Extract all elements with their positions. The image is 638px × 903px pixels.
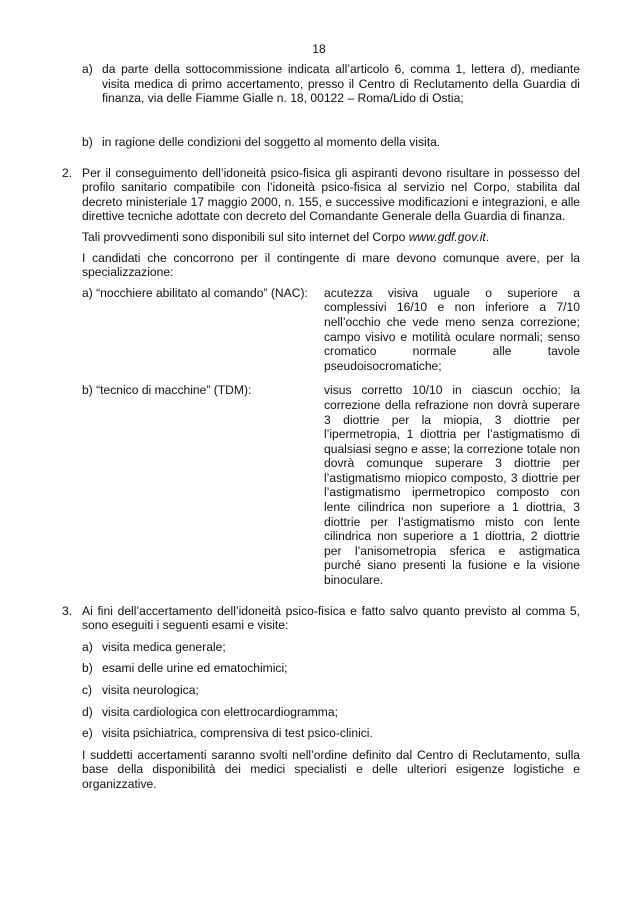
item-label: b) — [82, 135, 93, 149]
spec-requirements: acutezza visiva uguale o superiore a complessivi 16/10 e non inferiore a 7/10 nell’occhio che vede meno senza correzione; campo visivo e motilità oculare normali; senso cromatico normale alle tavole pseudoisocromatiche; — [324, 285, 580, 373]
website-link[interactable]: www.gdf.gov.it — [408, 229, 486, 244]
exam-item-d — [82, 705, 580, 720]
document-body — [62, 62, 580, 792]
section-text: Per il conseguimento dell’idoneità psico-fisica gli aspiranti devono risultare in possesso del profilo sanitario compatibile con l’idoneità psico-fisica al servizio nel Corpo, stabilita dal decreto ministeriale 17 maggio 2000, n. 155, e successive modificazioni e integrazioni, e alle direttive tecniche adottate con decreto del Comandante Generale della Guardia di finanza. — [82, 165, 580, 224]
website-paragraph: Tali provvedimenti sono disponibili sul sito internet del Corpo www.gdf.gov.it. — [82, 229, 490, 244]
exam-text: visita cardiologica con elettrocardiogramma; — [102, 704, 338, 719]
exam-label: c) — [82, 683, 93, 697]
item-label: a) — [82, 62, 93, 76]
exam-text: visita medica generale; — [102, 639, 226, 654]
item-text: in ragione delle condizioni del soggetto al momento della visita. — [102, 135, 441, 149]
item-text: da parte della sottocommissione indicata all’articolo 6, comma 1, lettera d), mediante visita medica di primo accertamento, presso il Centro di Reclutamento della Guardia di finanza, via delle Fiamme Gialle n. 18, 00122 – Roma/Lido di Ostia; — [102, 62, 580, 106]
exam-label: d) — [82, 704, 93, 719]
closing-paragraph: I suddetti accertamenti saranno svolti nell’ordine definito dal Centro di Reclutamento, sulla base della disponibilità dei medici specialisti e delle ulteriori esigenze logistiche e organizzative. — [82, 747, 580, 791]
spec-name: b) “tecnico di macchine” (TDM): — [82, 383, 252, 398]
exam-item-a — [82, 640, 580, 655]
list-item-prev-b — [82, 135, 580, 150]
exam-item-b — [82, 661, 580, 676]
exam-label: a) — [82, 639, 93, 654]
section-label: 2. — [62, 165, 73, 180]
exam-text: visita psichiatrica, comprensiva di test psico-clinici. — [102, 726, 373, 741]
exam-text: esami delle urine ed ematochimici; — [102, 661, 288, 676]
exam-label: e) — [82, 726, 93, 741]
exam-item-c — [82, 683, 580, 698]
section-text: Ai fini dell’accertamento dell’idoneità psico-fisica e fatto salvo quanto previsto al comma 5, sono eseguiti i seguenti esami e visite: — [82, 603, 580, 633]
exam-text: visita neurologica; — [102, 683, 199, 697]
section-2 — [62, 166, 580, 224]
spec-row-nac — [82, 286, 580, 374]
exam-item-e — [82, 726, 580, 741]
spec-requirements: visus corretto 10/10 in ciascun occhio; la correzione della refrazione non dovrà superare 3 diottrie per la miopia, 3 diottrie per l’ipermetropia, 1 diottria per l’astigmatismo di qualsiasi segno e asse; la correzione totale non dovrà comunque superare 3 diottrie per l’astigmatismo miopico composto, 3 diottrie per l’astigmatismo ipermetropico composto con lente cilindrica non superiore a 1 diottria, 3 diottrie per l’astigmatismo misto con lente cilindrica non superiore a 1 diottria, 2 diottrie per l’anisometropia sferica e astigmatica purché siano presenti la fusione e la visione binoculare. — [324, 383, 580, 588]
exam-label: b) — [82, 661, 93, 676]
section-label: 3. — [62, 603, 73, 618]
page-number: 18 — [312, 42, 326, 56]
section-3 — [62, 604, 580, 633]
mare-intro: I candidati che concorrono per il contingente di mare devono comunque avere, per la specializzazione: — [82, 250, 580, 280]
spec-name: a) “nocchiere abilitato al comando” (NAC): — [82, 285, 308, 300]
spec-row-tdm — [82, 383, 580, 587]
list-item-prev-a — [82, 62, 580, 135]
